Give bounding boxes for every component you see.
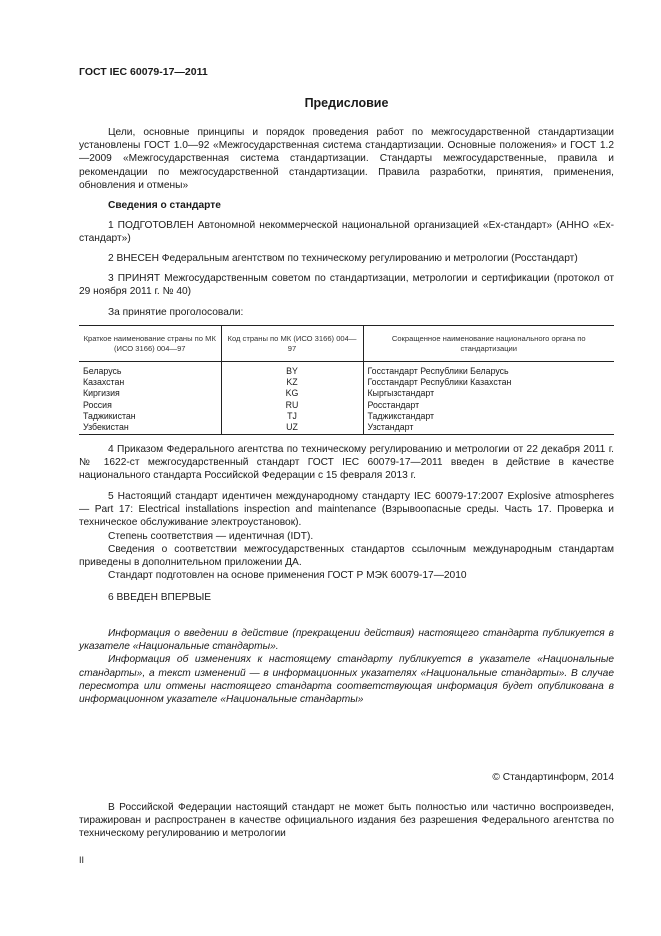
code-cell: KG bbox=[221, 388, 363, 399]
table-row bbox=[79, 362, 614, 378]
country-cell: Россия bbox=[83, 399, 112, 410]
item-5-info: Сведения о соответствии межгосударственных стандартов ссылочным международным стандартам приведены в дополнительном приложении ДА. bbox=[79, 543, 614, 569]
document-code: ГОСТ IEC 60079-17—2011 bbox=[79, 66, 208, 78]
table-row bbox=[79, 400, 614, 411]
table-row bbox=[79, 388, 614, 399]
body-cell: Узстандарт bbox=[363, 422, 614, 435]
voted-label: За принятие проголосовали: bbox=[108, 307, 244, 318]
country-cell: Таджикистан bbox=[83, 410, 136, 421]
page-number: II bbox=[79, 855, 85, 865]
item-2: 2 ВНЕСЕН Федеральным агентством по техническому регулированию и метрологии (Росстандарт) bbox=[108, 253, 578, 264]
info-heading: Сведения о стандарте bbox=[108, 200, 221, 211]
agreement-table bbox=[79, 325, 614, 435]
code-cell: KZ bbox=[221, 377, 363, 388]
body-cell: Госстандарт Республики Беларусь bbox=[363, 362, 614, 378]
table-row bbox=[79, 411, 614, 422]
country-cell: Киргизия bbox=[83, 388, 120, 399]
country-cell: Казахстан bbox=[83, 377, 125, 388]
code-cell: BY bbox=[221, 362, 363, 378]
body-cell: Таджикстандарт bbox=[363, 411, 614, 422]
table-row bbox=[79, 422, 614, 435]
item-5: 5 Настоящий стандарт идентичен международному стандарту IEC 60079-17:2007 Explosive atmospheres — Part 17: Electrical installations inspection and maintenance (Взрывоопасные среды. Часть 17. Проверка и техническое обслуживание электроустановок). bbox=[79, 491, 614, 529]
item-4: 4 Приказом Федерального агентства по техническому регулированию и метрологии от 22 декабря 2011 г. № 1622-ст межгосударственный стандарт ГОСТ IEC 60079-17—2011 введен в действие в качестве национального стандарта Российской Федерации с 15 февраля 2013 г. bbox=[79, 444, 614, 482]
country-cell: Узбекистан bbox=[83, 422, 129, 433]
code-cell: TJ bbox=[221, 411, 363, 422]
intro-paragraph: Цели, основные принципы и порядок проведения работ по межгосударственной стандартизации установлены ГОСТ 1.0—92 «Межгосударственная система стандартизации. Основные положения» и ГОСТ 1.2—2009 «Межгосударственная система стандартизации. Стандарты межгосударственные, правила и рекомендации по межгосударственной стандартизации. Правила разработки, принятия, применения, обновления и отмены» bbox=[79, 127, 614, 191]
code-cell: RU bbox=[221, 400, 363, 411]
item-3: 3 ПРИНЯТ Межгосударственным советом по стандартизации, метрологии и сертификации (протокол от 29 ноября 2011 г. № 40) bbox=[79, 273, 614, 298]
copyright-line: © Стандартинформ, 2014 bbox=[492, 772, 614, 783]
column-header-body: Сокращенное наименование национального органа по стандартизации bbox=[363, 326, 614, 362]
column-header-code: Код страны по МК (ИСО 3166) 004—97 bbox=[221, 326, 363, 362]
item-5-basis: Стандарт подготовлен на основе применения ГОСТ Р МЭК 60079-17—2010 bbox=[108, 570, 467, 582]
column-header-country: Краткое наименование страны по МК (ИСО 3166) 004—97 bbox=[79, 326, 221, 362]
code-cell: UZ bbox=[221, 422, 363, 435]
item-6: 6 ВВЕДЕН ВПЕРВЫЕ bbox=[108, 592, 212, 603]
body-cell: Госстандарт Республики Казахстан bbox=[363, 377, 614, 388]
page-title: Предисловие bbox=[304, 96, 389, 110]
body-cell: Росстандарт bbox=[363, 400, 614, 411]
notice-introduction: Информация о введении в действие (прекращении действия) настоящего стандарта публикуется в указателе «Национальные стандарты». bbox=[79, 628, 614, 653]
notice-changes: Информация об изменениях к настоящему стандарту публикуется в указателе «Национальные стандарты», а текст изменений — в информационных указателях «Национальные стандарты». В случае пересмотра или отмены настоящего стандарта соответствующая информация будет опубликована в информационном указателе «Национальные стандарты» bbox=[79, 654, 614, 706]
table-header-row bbox=[79, 326, 614, 362]
body-cell: Кыргызстандарт bbox=[363, 388, 614, 399]
table-row bbox=[79, 377, 614, 388]
item-1: 1 ПОДГОТОВЛЕН Автономной некоммерческой национальной организацией «Ех-стандарт» (АННО «Ех-стандарт») bbox=[79, 220, 614, 245]
country-cell: Беларусь bbox=[83, 366, 122, 376]
reproduction-notice: В Российской Федерации настоящий стандарт не может быть полностью или частично воспроизведен, тиражирован и распространен в качестве официального издания без разрешения Федерального агентства по техническому регулированию и метрологии bbox=[79, 802, 614, 840]
item-5-degree: Степень соответствия — идентичная (IDT). bbox=[108, 530, 314, 542]
